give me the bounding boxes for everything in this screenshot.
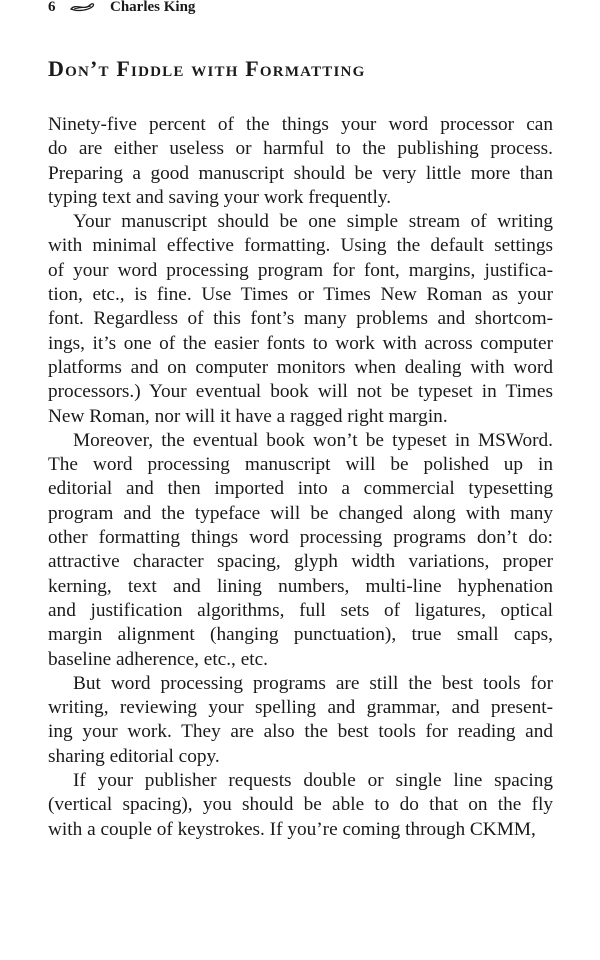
text-line: writing, reviewing your spelling and grammar, and present- xyxy=(48,697,553,719)
text-line: margin alignment (hanging punctuation), true small caps, xyxy=(48,624,553,646)
text-line: processors.) Your eventual book will not be typeset in Times xyxy=(48,381,553,403)
text-line: Ninety-five percent of the things your word processor can xyxy=(48,114,553,135)
text-line: do are either useless or harmful to the publishing process. xyxy=(48,138,553,160)
swash-ornament-icon xyxy=(70,1,96,13)
text-line: typing text and saving your work frequently. xyxy=(48,186,392,208)
paragraph xyxy=(48,672,553,769)
text-line: baseline adherence, etc., etc. xyxy=(48,648,268,670)
text-line: Your manuscript should be one simple stream of writing xyxy=(73,211,553,233)
text-line: If your publisher requests double or single line spacing xyxy=(73,770,553,792)
text-line: The word processing manuscript will be polished up in xyxy=(48,454,553,476)
text-line: Moreover, the eventual book won’t be typeset in MSWord. xyxy=(73,429,553,451)
text-line: other formatting things word processing programs don’t do: xyxy=(48,527,553,549)
text-line: with minimal effective formatting. Using the default settings xyxy=(48,235,553,257)
text-line: program and the typeface will be changed along with many xyxy=(48,502,553,524)
text-line: sharing editorial copy. xyxy=(48,745,220,767)
paragraph xyxy=(48,769,553,842)
text-line: Preparing a good manuscript should be very little more than xyxy=(48,162,553,184)
text-line: ings, it’s one of the easier fonts to work with across computer xyxy=(48,332,553,354)
text-line: of your word processing program for font, margins, justifica- xyxy=(48,259,553,281)
text-line: tion, etc., is fine. Use Times or Times New Roman as your xyxy=(48,284,553,306)
text-line: New Roman, nor will it have a ragged right margin. xyxy=(48,405,448,427)
running-head xyxy=(48,0,195,17)
text-line: ing your work. They are also the best tools for reading and xyxy=(48,721,553,743)
text-line: and justification algorithms, full sets of ligatures, optical xyxy=(48,599,553,621)
page-number: 6 xyxy=(48,0,56,15)
text-line: editorial and then imported into a commercial typesetting xyxy=(48,478,553,500)
text-line: platforms and on computer monitors when dealing with word xyxy=(48,356,553,378)
paragraph xyxy=(48,429,553,672)
text-line: attractive character spacing, glyph width variations, proper xyxy=(48,551,553,573)
text-line: kerning, text and lining numbers, multi-line hyphenation xyxy=(48,575,553,597)
text-line: with a couple of keystrokes. If you’re coming through CKMM, xyxy=(48,818,536,840)
body-text xyxy=(48,113,553,842)
paragraph xyxy=(48,113,553,210)
section-heading: Don’t Fiddle with Formatting xyxy=(48,56,366,81)
text-line: (vertical spacing), you should be able to do that on the fly xyxy=(48,794,553,816)
running-head-author: Charles King xyxy=(110,0,196,15)
text-line: But word processing programs are still the best tools for xyxy=(73,672,553,694)
paragraph xyxy=(48,210,553,429)
text-line: font. Regardless of this font’s many problems and shortcom- xyxy=(48,308,553,330)
